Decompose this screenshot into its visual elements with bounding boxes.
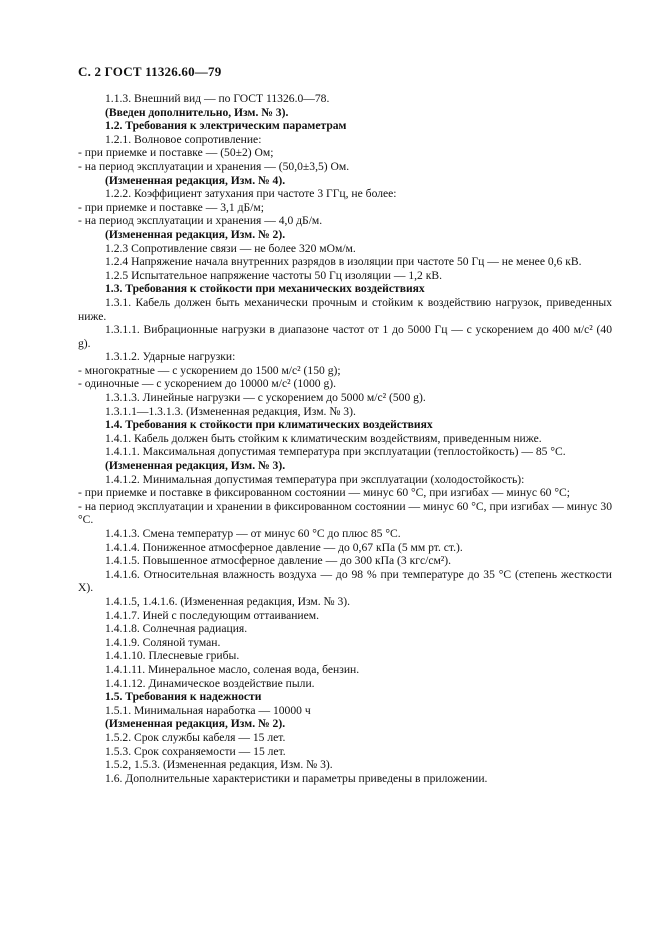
text-line: - многократные — с ускорением до 1500 м/с² (150 g);	[78, 363, 341, 377]
text-line: 1.1.3. Внешний вид — по ГОСТ 11326.0—78.	[105, 92, 330, 105]
text-line: 1.5.1. Минимальная наработка — 10000 ч	[105, 703, 311, 717]
text-line: 1.4.1. Кабель должен быть стойким к климатическим воздействиям, приведенным ниже.	[105, 431, 542, 445]
text-line: 1.3.1.3. Линейные нагрузки — с ускорением до 5000 м/с² (500 g).	[105, 391, 426, 405]
text-line: 1.2.1. Волновое сопротивление:	[105, 132, 262, 146]
text-line: 1.3.1.2. Ударные нагрузки:	[105, 350, 236, 364]
text-line: 1.4.1.1. Максимальная допустимая температура при эксплуатации (теплостойкость) — 85 °С.	[105, 445, 566, 459]
text-line: (Измененная редакция, Изм. № 3).	[105, 459, 286, 473]
text-line: 1.2. Требования к электрическим параметрам	[105, 119, 347, 133]
text-line: 1.4.1.11. Минеральное масло, соленая вода, бензин.	[105, 662, 360, 676]
text-line: (Введен дополнительно, Изм. № 3).	[105, 105, 289, 119]
text-line: - при приемке и поставке — (50±2) Ом;	[78, 146, 274, 160]
text-line: (Измененная редакция, Изм. № 2).	[105, 227, 286, 241]
text-line: 1.4.1.3. Смена температур — от минус 60 °С до плюс 85 °С.	[105, 527, 401, 540]
text-line: 1.4.1.5, 1.4.1.6. (Измененная редакция, Изм. № 3).	[105, 594, 351, 608]
text-line: 1.4.1.4. Пониженное атмосферное давление — до 0,67 кПа (5 мм рт. ст.).	[105, 540, 463, 554]
text-line: - при приемке и поставке — 3,1 дБ/м;	[78, 200, 264, 214]
text-line: 1.3.1.1. Вибрационные нагрузки в диапазоне частот от 1 до 5000 Гц — с ускорением до 400 м/с² (40 g).	[78, 323, 612, 350]
text-line: - на период эксплуатации и хранении в фиксированном состоянии — минус 60 °С, при изгибах — минус 30 °С.	[78, 499, 612, 527]
text-line: - при приемке и поставке в фиксированном состоянии — минус 60 °С, при изгибах — минус 60 °С;	[78, 486, 570, 500]
text-line: 1.4.1.8. Солнечная радиация.	[105, 622, 248, 636]
text-line: 1.2.3 Сопротивление связи — не более 320 мОм/м.	[105, 241, 356, 255]
text-line: (Измененная редакция, Изм. № 2).	[105, 717, 286, 731]
text-line: 1.2.2. Коэффициент затухания при частоте 3 ГГц, не более:	[105, 187, 397, 201]
text-line: 1.5.2, 1.5.3. (Измененная редакция, Изм. № 3).	[105, 758, 333, 772]
text-line: 1.4.1.10. Плесневые грибы.	[105, 649, 240, 663]
text-line: 1.5.3. Срок сохраняемости — 15 лет.	[105, 744, 286, 758]
page-header: С. 2 ГОСТ 11326.60—79	[78, 64, 222, 79]
text-line: (Измененная редакция, Изм. № 4).	[105, 173, 286, 187]
text-line: - на период эксплуатации и хранения — (50,0±3,5) Ом.	[78, 159, 350, 173]
text-line: 1.2.5 Испытательное напряжение частоты 50 Гц изоляции — 1,2 кВ.	[105, 268, 442, 282]
text-line: 1.5.2. Срок службы кабеля — 15 лет.	[105, 730, 286, 744]
text-line: 1.3.1. Кабель должен быть механически прочным и стойким к воздействию нагрузок, приведенных ниже.	[78, 295, 612, 323]
text-line: 1.2.4 Напряжение начала внутренних разрядов в изоляции при частоте 50 Гц — не менее 0,6 кВ.	[105, 255, 582, 269]
text-line: 1.6. Дополнительные характеристики и параметры приведены в приложении.	[105, 771, 488, 785]
text-line: 1.3.1.1—1.3.1.3. (Измененная редакция, Изм. № 3).	[105, 404, 356, 418]
text-line: 1.4. Требования к стойкости при климатических воздействиях	[105, 418, 433, 432]
text-line: 1.4.1.2. Минимальная допустимая температура при эксплуатации (холодостойкость):	[105, 472, 525, 486]
text-line: - на период эксплуатации и хранения — 4,0 дБ/м.	[78, 214, 323, 228]
text-line: 1.3. Требования к стойкости при механических воздействиях	[105, 282, 425, 296]
text-line: 1.5. Требования к надежности	[105, 690, 262, 704]
text-line: - одиночные — с ускорением до 10000 м/с² (1000 g).	[78, 377, 337, 391]
text-line: 1.4.1.7. Иней с последующим оттаиванием.	[105, 608, 320, 622]
text-line: 1.4.1.5. Повышенное атмосферное давление — до 300 кПа (3 кгс/см²).	[105, 554, 452, 568]
text-line: 1.4.1.6. Относительная влажность воздуха — до 98 % при температуре до 35 °С (степень жесткости X).	[78, 567, 612, 595]
text-line: 1.4.1.9. Соляной туман.	[105, 635, 221, 649]
document-body	[78, 92, 612, 785]
text-line: 1.4.1.12. Динамическое воздействие пыли.	[105, 676, 315, 690]
